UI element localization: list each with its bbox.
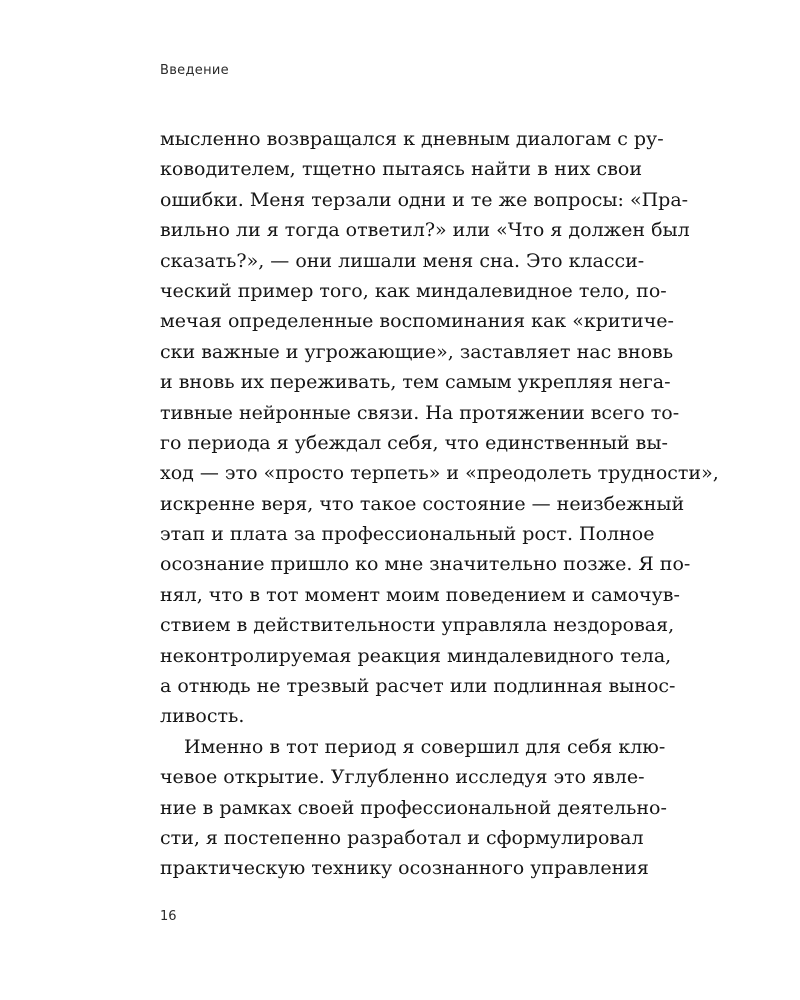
text-line: ски важные и угрожающие», заставляет нас вновь (160, 340, 674, 363)
body-text (160, 124, 719, 884)
text-line: искренне веря, что такое состояние — неизбежный (160, 492, 685, 515)
text-line: ководителем, тщетно пытаясь найти в них свои (160, 158, 642, 181)
text-line: осознание пришло ко мне значительно позже. Я по- (160, 553, 691, 576)
text-line: неконтролируемая реакция миндалевидного тела, (160, 644, 672, 667)
text-line: сти, я постепенно разработал и сформулировал (160, 826, 644, 849)
text-line: ход — это «просто терпеть» и «преодолеть трудности», (160, 462, 719, 485)
paragraph-1 (160, 124, 719, 732)
text-line: сказать?», — они лишали меня сна. Это класси- (160, 249, 645, 272)
text-line: ствием в действительности управляла нездоровая, (160, 614, 675, 637)
text-line: ошибки. Меня терзали одни и те же вопросы: «Пра- (160, 188, 689, 211)
text-line: вильно ли я тогда ответил?» или «Что я должен был (160, 219, 690, 242)
text-line: а отнюдь не трезвый расчет или подлинная вынос- (160, 675, 676, 698)
text-line: этап и плата за профессиональный рост. Полное (160, 523, 655, 546)
page-number: 16 (160, 909, 177, 924)
text-line: Именно в тот период я совершил для себя клю- (184, 735, 666, 758)
text-line: мысленно возвращался к дневным диалогам с ру- (160, 128, 664, 150)
text-line: и вновь их переживать, тем самым укрепляя нега- (160, 371, 671, 394)
text-line: тивные нейронные связи. На протяжении всего то- (160, 401, 680, 424)
text-line: го периода я убеждал себя, что единственный вы- (160, 431, 668, 454)
text-line: ливость. (160, 705, 245, 728)
text-line: нял, что в тот момент моим поведением и самочув- (160, 583, 680, 606)
text-line: ческий пример того, как миндалевидное тело, по- (160, 279, 667, 302)
text-line: ние в рамках своей профессиональной деятельно- (160, 796, 667, 819)
text-line: мечая определенные воспоминания как «критиче- (160, 310, 674, 333)
paragraph-2 (160, 732, 667, 884)
running-head: Введение (160, 63, 229, 78)
text-line: практическую технику осознанного управления (160, 857, 649, 880)
text-line: чевое открытие. Углубленно исследуя это явле- (160, 766, 645, 789)
